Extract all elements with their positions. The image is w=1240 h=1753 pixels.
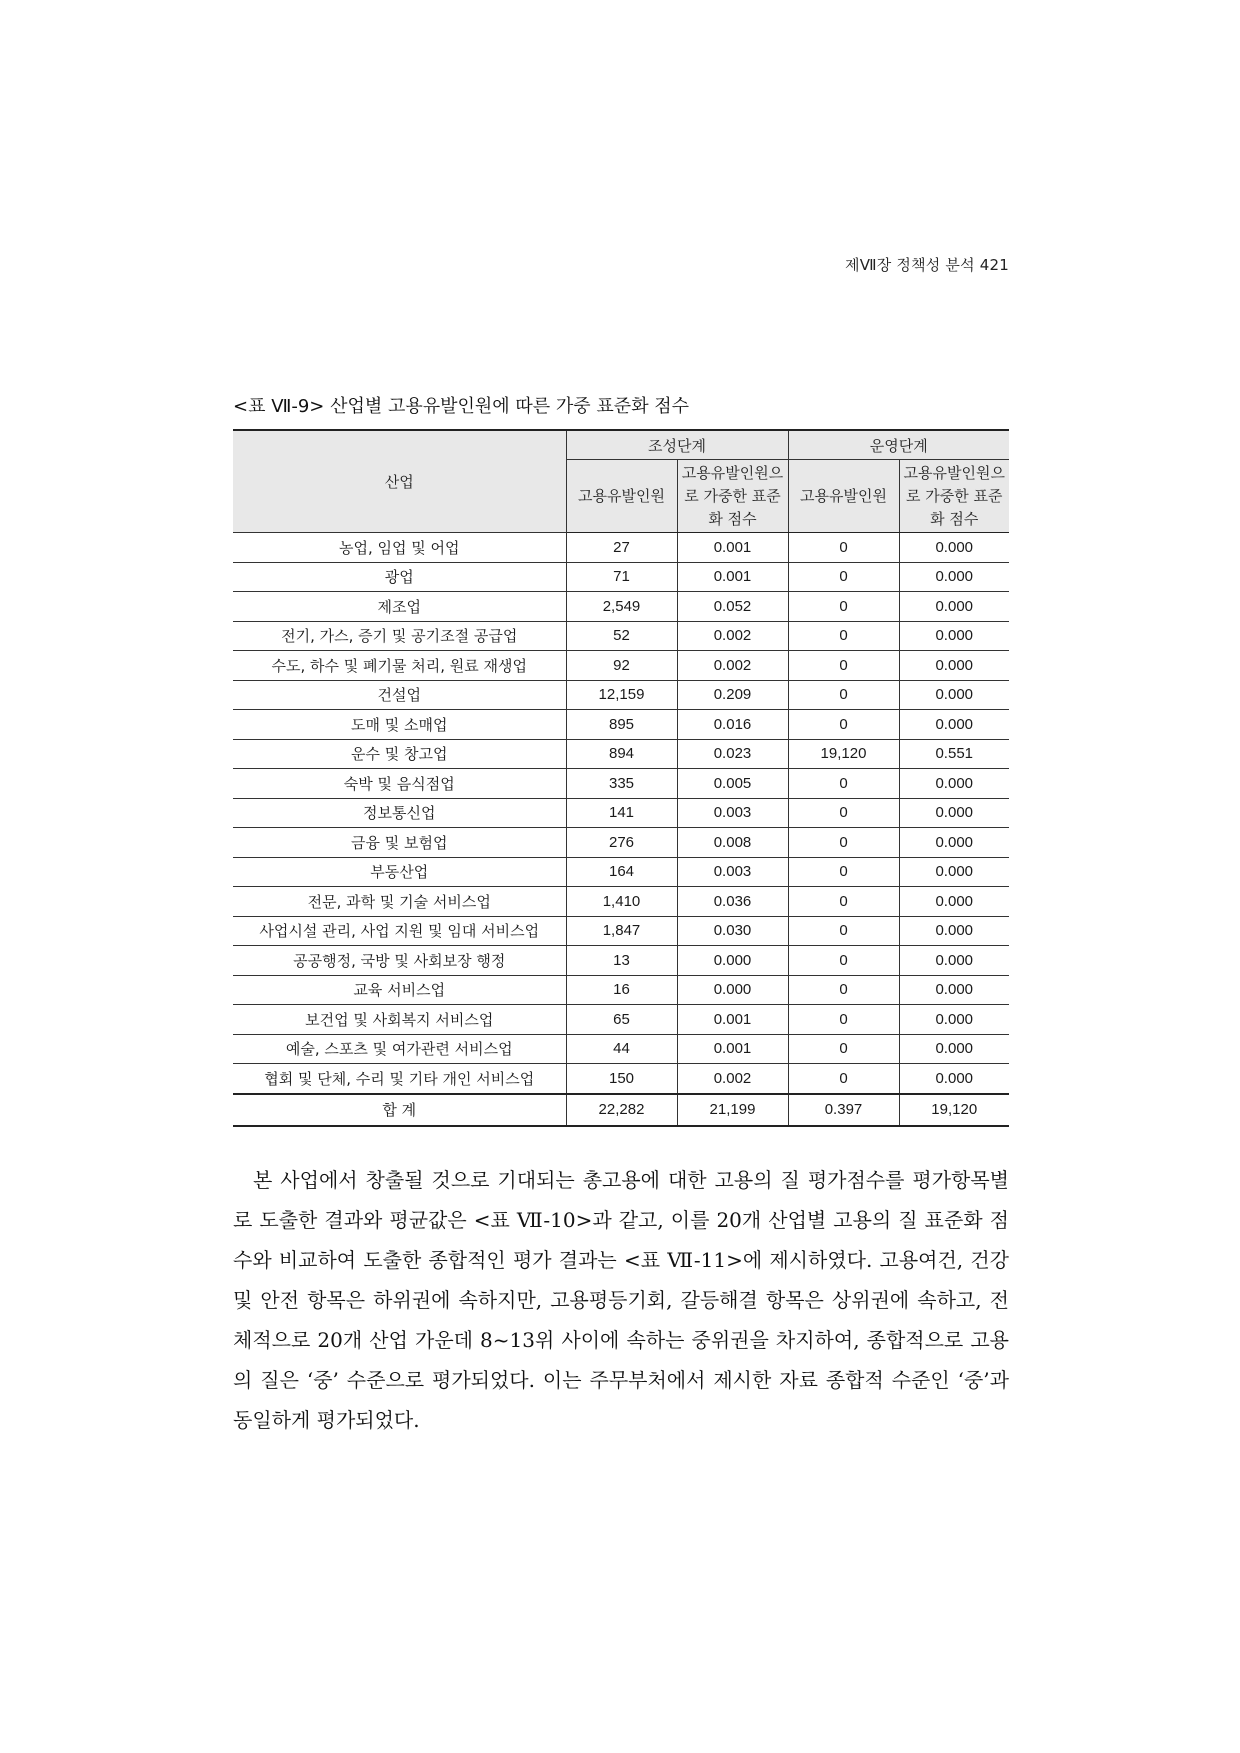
construction-employment-cell: 52 <box>566 621 677 651</box>
construction-score-cell: 0.008 <box>677 828 788 858</box>
table-row <box>233 739 1009 769</box>
industry-cell: 제조업 <box>233 592 566 622</box>
operation-employment-cell: 0 <box>788 621 899 651</box>
construction-score-cell: 0.001 <box>677 1005 788 1035</box>
industry-cell: 전문, 과학 및 기술 서비스업 <box>233 887 566 917</box>
operation-score-cell: 0.000 <box>899 651 1009 681</box>
table-row <box>233 651 1009 681</box>
operation-score-cell: 0.000 <box>899 1064 1009 1094</box>
header-operation-stage: 운영단계 <box>788 430 1009 460</box>
table-row <box>233 1005 1009 1035</box>
operation-score-cell: 0.000 <box>899 621 1009 651</box>
operation-employment-cell: 0 <box>788 1005 899 1035</box>
total-row <box>233 1094 1009 1126</box>
construction-employment-cell: 894 <box>566 739 677 769</box>
operation-employment-cell: 0 <box>788 1064 899 1094</box>
operation-employment-cell: 0 <box>788 975 899 1005</box>
table-row <box>233 975 1009 1005</box>
industry-cell: 도매 및 소매업 <box>233 710 566 740</box>
construction-score-cell: 0.001 <box>677 533 788 563</box>
construction-score-cell: 0.209 <box>677 680 788 710</box>
operation-score-cell: 0.000 <box>899 533 1009 563</box>
industry-cell: 교육 서비스업 <box>233 975 566 1005</box>
header-construction-weighted-score: 고용유발인원으로 가중한 표준화 점수 <box>677 460 788 533</box>
table-row <box>233 562 1009 592</box>
industry-cell: 예술, 스포츠 및 여가관련 서비스업 <box>233 1034 566 1064</box>
total-operation-employment-cell: 0.397 <box>788 1094 899 1126</box>
table-row <box>233 916 1009 946</box>
construction-employment-cell: 27 <box>566 533 677 563</box>
operation-score-cell: 0.000 <box>899 592 1009 622</box>
construction-score-cell: 0.002 <box>677 621 788 651</box>
operation-employment-cell: 0 <box>788 1034 899 1064</box>
total-construction-employment-cell: 22,282 <box>566 1094 677 1126</box>
construction-employment-cell: 12,159 <box>566 680 677 710</box>
header-construction-employment: 고용유발인원 <box>566 460 677 533</box>
construction-employment-cell: 92 <box>566 651 677 681</box>
construction-employment-cell: 150 <box>566 1064 677 1094</box>
operation-employment-cell: 0 <box>788 533 899 563</box>
construction-employment-cell: 164 <box>566 857 677 887</box>
industry-cell: 광업 <box>233 562 566 592</box>
construction-score-cell: 0.030 <box>677 916 788 946</box>
industry-cell: 운수 및 창고업 <box>233 739 566 769</box>
industry-cell: 보건업 및 사회복지 서비스업 <box>233 1005 566 1035</box>
operation-score-cell: 0.000 <box>899 680 1009 710</box>
operation-employment-cell: 19,120 <box>788 739 899 769</box>
operation-employment-cell: 0 <box>788 680 899 710</box>
body-paragraph: 본 사업에서 창출될 것으로 기대되는 총고용에 대한 고용의 질 평가점수를 평가항목별로 도출한 결과와 평균값은 <표 Ⅶ-10>과 같고, 이를 20개 산업별 고용의 질 표준화 점수와 비교하여 도출한 종합적인 평가 결과는 <표 Ⅶ-11>에 제시하였다. 고용여건, 건강 및 안전 항목은 하위권에 속하지만, 고용평등기회, 갈등해결 항목은 상위권에 속하고, 전체적으로 20개 산업 가운데 8~13위 사이에 속하는 중위권을 차지하여, 종합적으로 고용의 질은 ‘중’ 수준으로 평가되었다. 이는 주무부처에서 제시한 자료 종합적 수준인 ‘중’과 동일하게 평가되었다. <box>233 1168 1009 1432</box>
table-row <box>233 1064 1009 1094</box>
construction-employment-cell: 1,410 <box>566 887 677 917</box>
total-operation-score-cell: 19,120 <box>899 1094 1009 1126</box>
operation-score-cell: 0.000 <box>899 562 1009 592</box>
operation-score-cell: 0.000 <box>899 975 1009 1005</box>
industry-cell: 농업, 임업 및 어업 <box>233 533 566 563</box>
operation-employment-cell: 0 <box>788 562 899 592</box>
operation-employment-cell: 0 <box>788 651 899 681</box>
construction-employment-cell: 276 <box>566 828 677 858</box>
industry-cell: 수도, 하수 및 폐기물 처리, 원료 재생업 <box>233 651 566 681</box>
table-row <box>233 769 1009 799</box>
construction-score-cell: 0.000 <box>677 975 788 1005</box>
operation-employment-cell: 0 <box>788 887 899 917</box>
running-header: 제Ⅶ장 정책성 분석 421 <box>845 256 1009 274</box>
table-row <box>233 680 1009 710</box>
operation-employment-cell: 0 <box>788 828 899 858</box>
operation-score-cell: 0.000 <box>899 857 1009 887</box>
construction-score-cell: 0.003 <box>677 798 788 828</box>
table-row <box>233 1034 1009 1064</box>
table-row <box>233 533 1009 563</box>
construction-score-cell: 0.001 <box>677 562 788 592</box>
industry-cell: 협회 및 단체, 수리 및 기타 개인 서비스업 <box>233 1064 566 1094</box>
operation-score-cell: 0.000 <box>899 1005 1009 1035</box>
operation-employment-cell: 0 <box>788 710 899 740</box>
operation-score-cell: 0.000 <box>899 946 1009 976</box>
table-row <box>233 828 1009 858</box>
operation-employment-cell: 0 <box>788 769 899 799</box>
construction-employment-cell: 1,847 <box>566 916 677 946</box>
construction-employment-cell: 2,549 <box>566 592 677 622</box>
total-industry-cell: 합 계 <box>233 1094 566 1126</box>
construction-score-cell: 0.002 <box>677 651 788 681</box>
construction-score-cell: 0.001 <box>677 1034 788 1064</box>
table-caption: <표 Ⅶ-9> 산업별 고용유발인원에 따른 가중 표준화 점수 <box>233 396 690 417</box>
industry-cell: 전기, 가스, 증기 및 공기조절 공급업 <box>233 621 566 651</box>
header-industry: 산업 <box>233 430 566 533</box>
operation-score-cell: 0.000 <box>899 769 1009 799</box>
industry-cell: 금융 및 보험업 <box>233 828 566 858</box>
table-row <box>233 887 1009 917</box>
operation-employment-cell: 0 <box>788 946 899 976</box>
construction-score-cell: 0.052 <box>677 592 788 622</box>
operation-score-cell: 0.000 <box>899 916 1009 946</box>
construction-employment-cell: 71 <box>566 562 677 592</box>
header-operation-weighted-score: 고용유발인원으로 가중한 표준화 점수 <box>899 460 1009 533</box>
construction-employment-cell: 65 <box>566 1005 677 1035</box>
table-row <box>233 592 1009 622</box>
construction-employment-cell: 335 <box>566 769 677 799</box>
table-row <box>233 710 1009 740</box>
industry-cell: 공공행정, 국방 및 사회보장 행정 <box>233 946 566 976</box>
construction-score-cell: 0.005 <box>677 769 788 799</box>
table-row <box>233 857 1009 887</box>
construction-employment-cell: 16 <box>566 975 677 1005</box>
construction-score-cell: 0.000 <box>677 946 788 976</box>
industry-cell: 부동산업 <box>233 857 566 887</box>
construction-employment-cell: 141 <box>566 798 677 828</box>
operation-score-cell: 0.000 <box>899 828 1009 858</box>
total-construction-score-cell: 21,199 <box>677 1094 788 1126</box>
table-row <box>233 798 1009 828</box>
operation-employment-cell: 0 <box>788 916 899 946</box>
table-row <box>233 946 1009 976</box>
operation-employment-cell: 0 <box>788 857 899 887</box>
construction-employment-cell: 13 <box>566 946 677 976</box>
operation-score-cell: 0.000 <box>899 798 1009 828</box>
operation-score-cell: 0.000 <box>899 1034 1009 1064</box>
industry-cell: 사업시설 관리, 사업 지원 및 임대 서비스업 <box>233 916 566 946</box>
construction-employment-cell: 44 <box>566 1034 677 1064</box>
construction-employment-cell: 895 <box>566 710 677 740</box>
table-row <box>233 621 1009 651</box>
header-operation-employment: 고용유발인원 <box>788 460 899 533</box>
operation-employment-cell: 0 <box>788 798 899 828</box>
industry-score-table <box>233 429 1009 1127</box>
industry-cell: 숙박 및 음식점업 <box>233 769 566 799</box>
operation-employment-cell: 0 <box>788 592 899 622</box>
construction-score-cell: 0.036 <box>677 887 788 917</box>
construction-score-cell: 0.003 <box>677 857 788 887</box>
construction-score-cell: 0.023 <box>677 739 788 769</box>
construction-score-cell: 0.016 <box>677 710 788 740</box>
operation-score-cell: 0.551 <box>899 739 1009 769</box>
industry-cell: 정보통신업 <box>233 798 566 828</box>
construction-score-cell: 0.002 <box>677 1064 788 1094</box>
operation-score-cell: 0.000 <box>899 887 1009 917</box>
header-construction-stage: 조성단계 <box>566 430 788 460</box>
industry-cell: 건설업 <box>233 680 566 710</box>
operation-score-cell: 0.000 <box>899 710 1009 740</box>
